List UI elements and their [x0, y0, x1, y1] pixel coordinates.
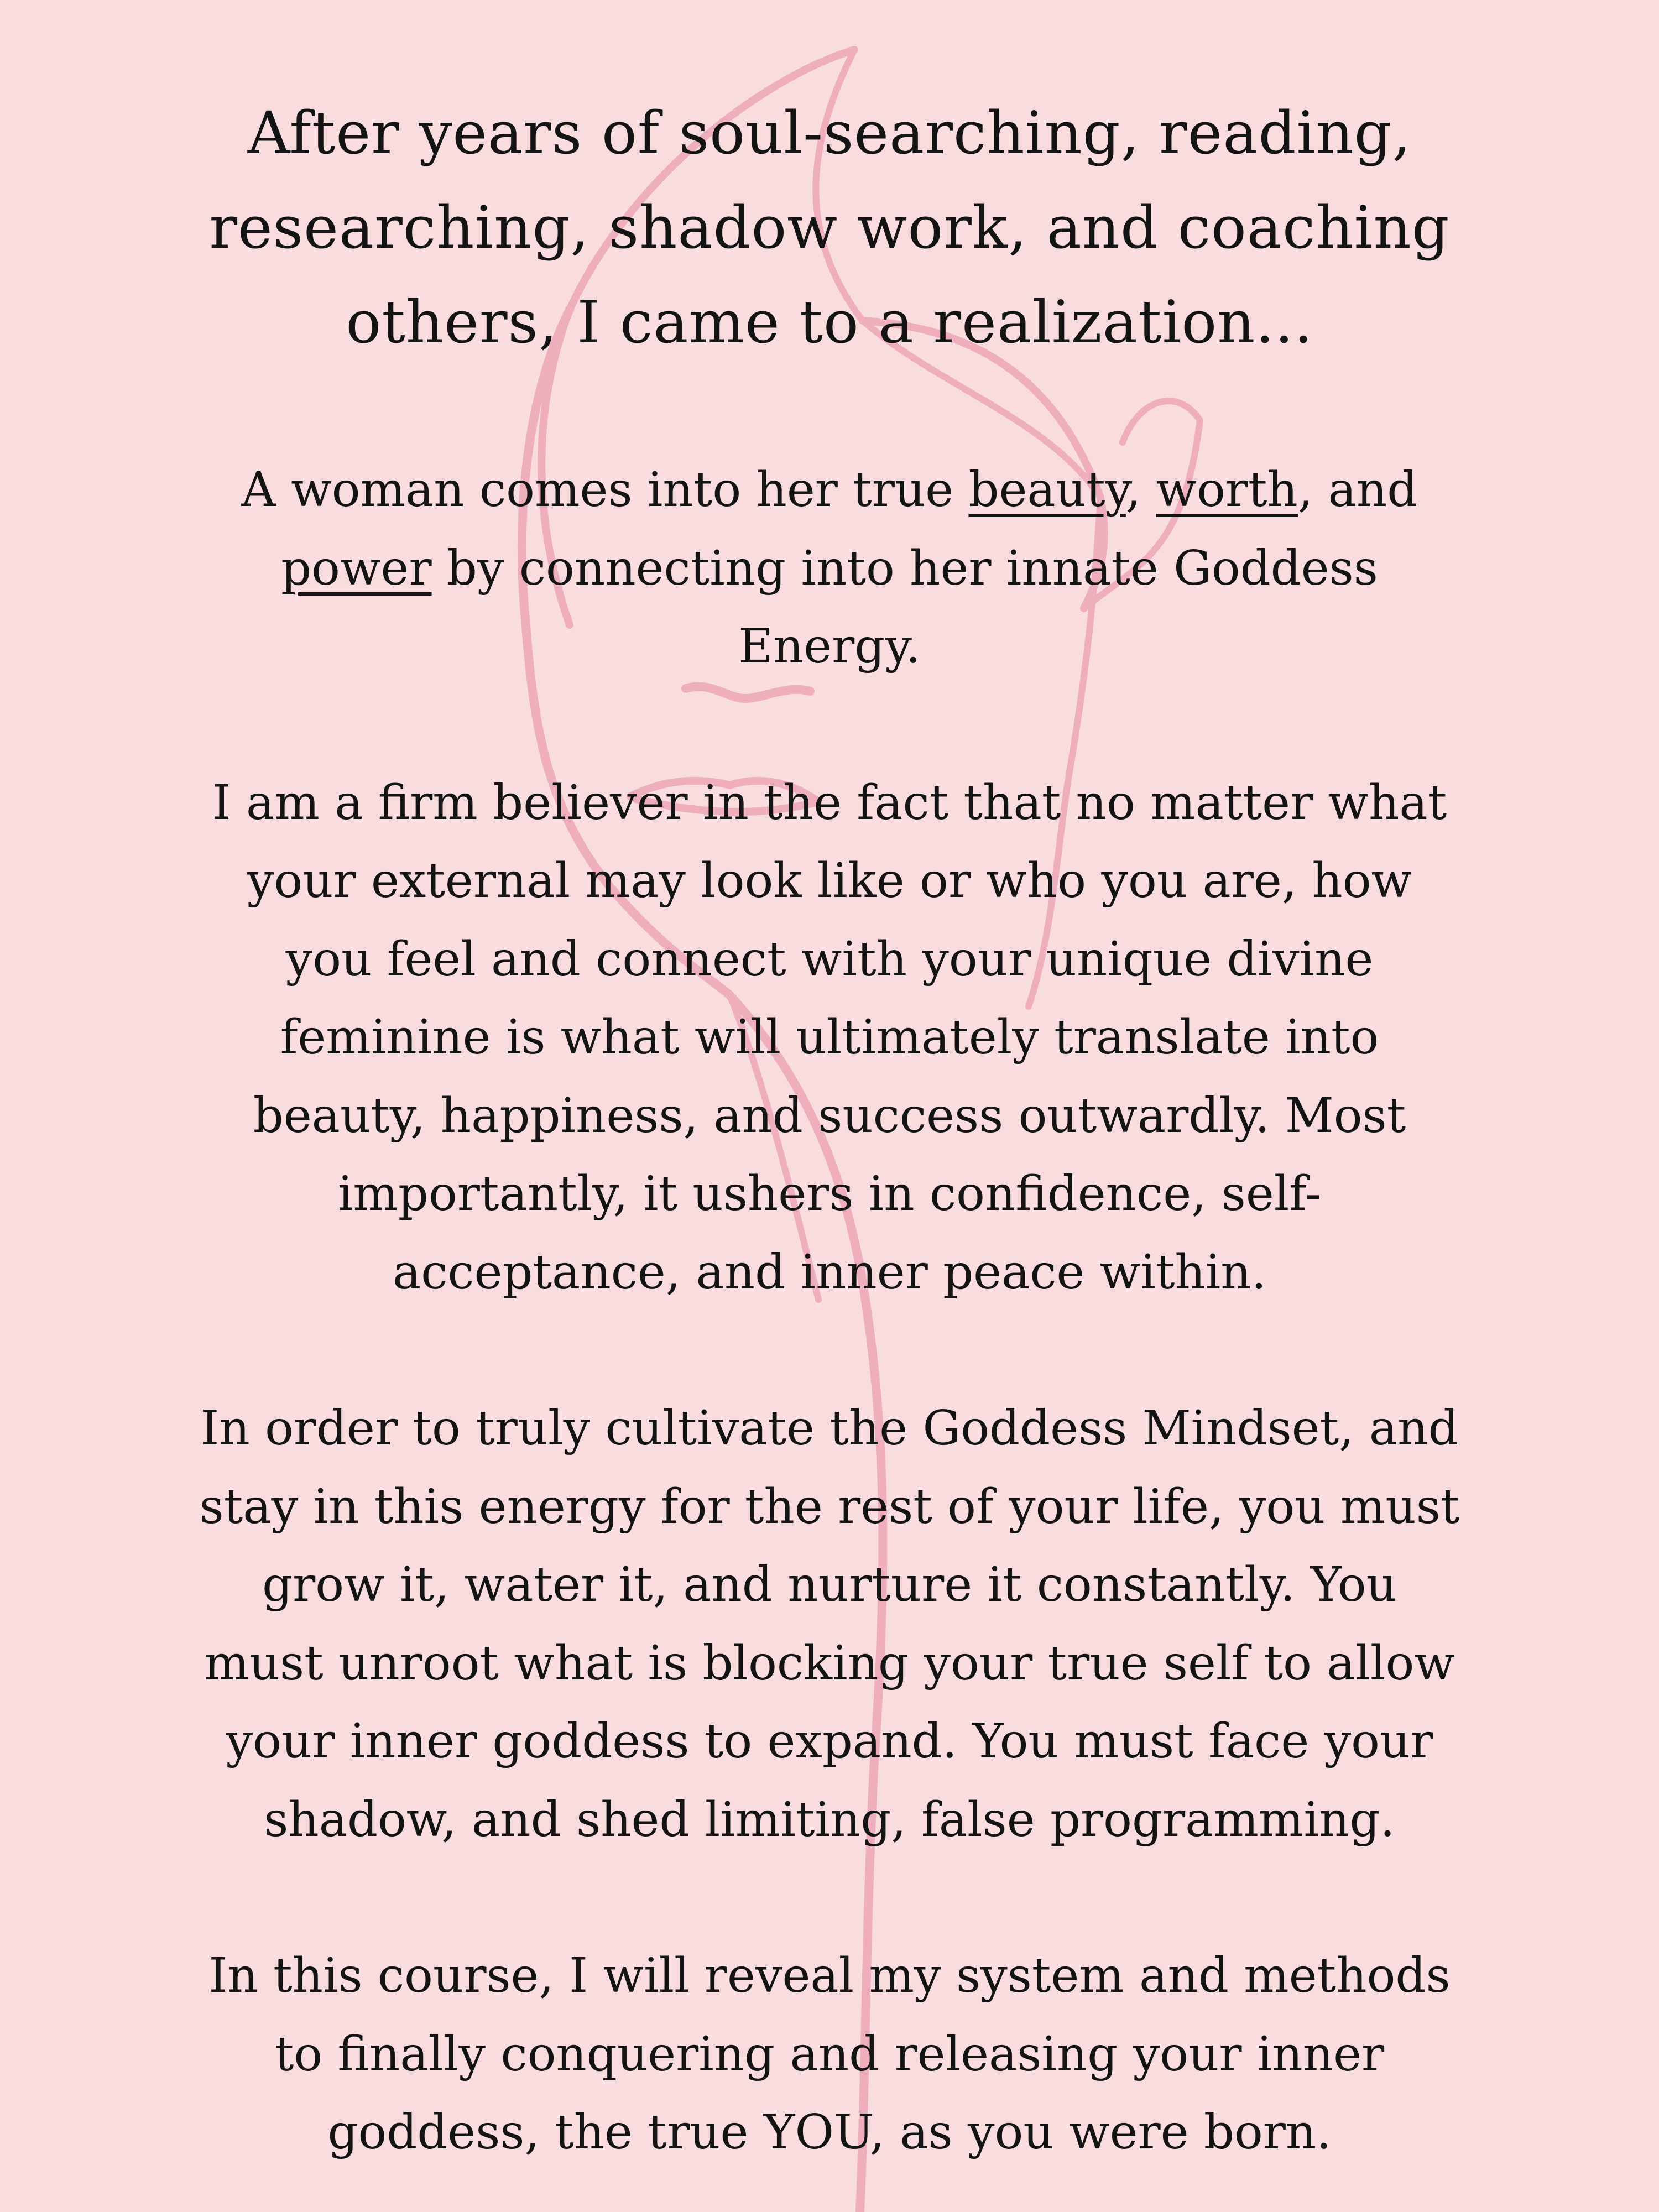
paragraph1-separator-1: ,: [1125, 462, 1156, 518]
underlined-beauty: beauty: [968, 462, 1126, 518]
text-content: [199, 86, 1460, 2172]
paragraph-goddess-energy: [199, 451, 1460, 686]
paragraph-belief: I am a firm believer in the fact that no matter what your external may look like or who you are, how you feel and connect with your unique divine feminine is what will ultimately translate into beauty, happiness, and success outwardly. Most importantly, it ushers in confidence, self-acceptance, and inner peace within.: [212, 775, 1447, 1300]
paragraph-goddess-mindset: In order to truly cultivate the Goddess Mindset, and stay in this energy for the rest of your life, you must grow it, water it, and nurture it constantly. You must unroot what is blocking your true self to allow your inner goddess to expand. You must face your shadow, and shed limiting, false programming.: [199, 1401, 1460, 1848]
paragraph-course: In this course, I will reveal my system and methods to finally conquering and releasing your inner goddess, the true YOU, as you were born.: [208, 1948, 1451, 2160]
underlined-worth: worth: [1156, 462, 1298, 518]
paragraph1-separator-2: , and: [1297, 462, 1418, 518]
underlined-power: power: [281, 540, 432, 596]
paragraph1-text-end: by connecting into her innate Goddess Energy.: [431, 540, 1378, 674]
paragraph1-text-start: A woman comes into her true: [241, 462, 969, 518]
page-heading: After years of soul-searching, reading, researching, shadow work, and coaching others, I came to a realization...: [209, 99, 1450, 356]
